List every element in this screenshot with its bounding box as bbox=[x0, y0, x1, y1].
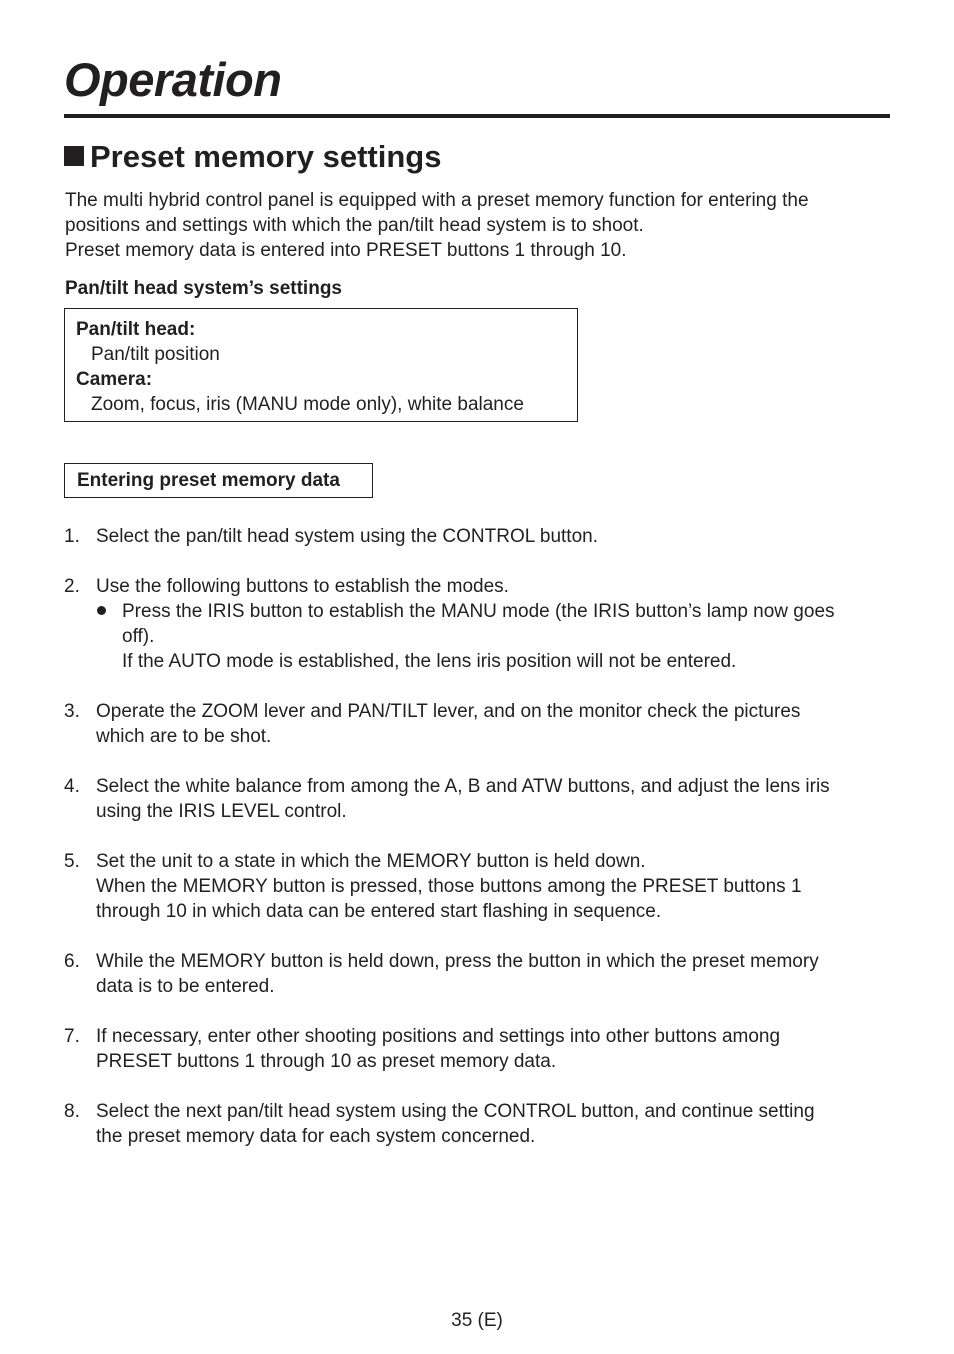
step-text: Operate the ZOOM lever and PAN/TILT lever, and on the monitor check the pictures bbox=[96, 701, 801, 722]
step-text: Select the pan/tilt head system using the CONTROL button. bbox=[96, 526, 598, 547]
step-text: PRESET buttons 1 through 10 as preset memory data. bbox=[96, 1051, 557, 1072]
intro-line: Preset memory data is entered into PRESET buttons 1 through 10. bbox=[65, 240, 627, 261]
step-text: data is to be entered. bbox=[96, 976, 275, 997]
step-text: through 10 in which data can be entered start flashing in sequence. bbox=[96, 901, 662, 922]
bullet-text: Press the IRIS button to establish the MANU mode (the IRIS button’s lamp now goes bbox=[122, 601, 835, 622]
square-bullet-icon bbox=[64, 146, 84, 166]
step-text: While the MEMORY button is held down, press the button in which the preset memory bbox=[96, 951, 819, 972]
step-number: 8. bbox=[64, 1101, 80, 1122]
intro-line: The multi hybrid control panel is equipped with a preset memory function for entering the bbox=[65, 190, 809, 211]
step-number: 1. bbox=[64, 526, 80, 547]
intro-line: positions and settings with which the pan/tilt head system is to shoot. bbox=[65, 215, 644, 236]
title-rule bbox=[64, 114, 890, 118]
camera-value: Zoom, focus, iris (MANU mode only), white balance bbox=[91, 394, 524, 415]
step-text: Select the next pan/tilt head system using the CONTROL button, and continue setting bbox=[96, 1101, 815, 1122]
step-text: using the IRIS LEVEL control. bbox=[96, 801, 347, 822]
step-text: If necessary, enter other shooting positions and settings into other buttons among bbox=[96, 1026, 781, 1047]
section-heading bbox=[64, 138, 441, 175]
step-text: Use the following buttons to establish the modes. bbox=[96, 576, 509, 597]
bullet-text: If the AUTO mode is established, the lens iris position will not be entered. bbox=[122, 651, 737, 672]
step-number: 6. bbox=[64, 951, 80, 972]
pan-tilt-label: Pan/tilt head: bbox=[76, 319, 196, 340]
settings-heading: Pan/tilt head system’s settings bbox=[65, 278, 342, 299]
step-number: 3. bbox=[64, 701, 80, 722]
step-number: 4. bbox=[64, 776, 80, 797]
step-text: the preset memory data for each system concerned. bbox=[96, 1126, 536, 1147]
settings-box bbox=[64, 308, 578, 422]
page-title: Operation bbox=[64, 53, 282, 106]
bullet-text: off). bbox=[122, 626, 155, 647]
step-text: When the MEMORY button is pressed, those buttons among the PRESET buttons 1 bbox=[96, 876, 802, 897]
camera-label: Camera: bbox=[76, 369, 153, 390]
pan-tilt-value: Pan/tilt position bbox=[91, 344, 220, 365]
step-text: which are to be shot. bbox=[96, 726, 272, 747]
step-text: Select the white balance from among the A, B and ATW buttons, and adjust the lens iris bbox=[96, 776, 830, 797]
section-heading-text: Preset memory settings bbox=[90, 139, 442, 174]
step-number: 2. bbox=[64, 576, 80, 597]
page-number: 35 (E) bbox=[451, 1310, 503, 1331]
step-text: Set the unit to a state in which the MEMORY button is held down. bbox=[96, 851, 646, 872]
step-number: 7. bbox=[64, 1026, 80, 1047]
bullet-dot-icon bbox=[97, 606, 106, 615]
step-number: 5. bbox=[64, 851, 80, 872]
entering-heading: Entering preset memory data bbox=[64, 463, 373, 498]
